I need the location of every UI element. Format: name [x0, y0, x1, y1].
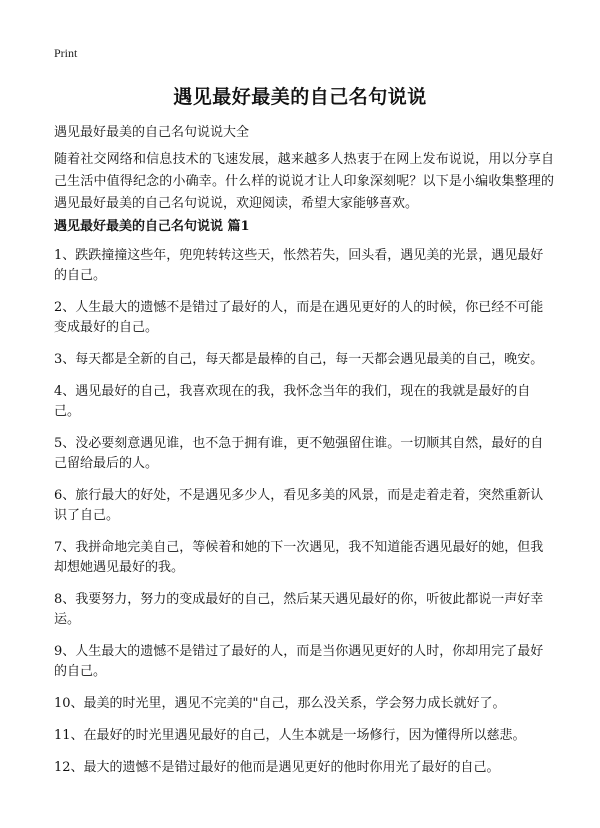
list-item: 8、我要努力，努力的变成最好的自己，然后某天遇见最好的你，听彼此都说一声好幸运。 [54, 592, 544, 627]
print-link[interactable]: Print [54, 46, 78, 60]
quote-list [54, 246, 554, 790]
list-item: 11、在最好的时光里遇见最好的自己，人生本就是一场修行，因为懂得所以慈悲。 [54, 728, 526, 743]
list-item: 4、遇见最好的自己，我喜欢现在的我，我怀念当年的我们，现在的我就是最好的自己。 [54, 384, 531, 419]
list-item: 2、人生最大的遗憾不是错过了最好的人，而是在遇见更好的人的时候，你已经不可能变成最好的自己。 [54, 300, 544, 335]
page-title: 遇见最好最美的自己名句说说 [173, 86, 427, 108]
subtitle: 遇见最好最美的自己名句说说大全 [54, 125, 250, 140]
intro-paragraph: 随着社交网络和信息技术的飞速发展，越来越多人热衷于在网上发布说说，用以分享自己生活中值得纪念的小确幸。什么样的说说才让人印象深刻呢？以下是小编收集整理的遇见最好最美的自己名句说说，欢迎阅读，希望大家能够喜欢。 [54, 152, 554, 211]
list-item: 6、旅行最大的好处，不是遇见多少人，看见多美的风景，而是走着走着，突然重新认识了自己。 [54, 488, 544, 523]
section-heading: 遇见最好最美的自己名句说说 篇1 [54, 219, 250, 234]
list-item: 1、跌跌撞撞这些年，兜兜转转这些天，怅然若失，回头看，遇见美的光景，遇见最好的自己。 [54, 248, 544, 283]
list-item: 12、最大的遗憾不是错过最好的他而是遇见更好的他时你用光了最好的自己。 [54, 760, 500, 775]
list-item: 7、我拼命地完美自己，等候着和她的下一次遇见，我不知道能否遇见最好的她，但我却想她遇见最好的我。 [54, 540, 544, 575]
list-item: 5、没必要刻意遇见谁，也不急于拥有谁，更不勉强留住谁。一切顺其自然，最好的自己留给最后的人。 [54, 436, 544, 471]
list-item: 10、最美的时光里，遇见不完美的"自己，那么没关系，学会努力成长就好了。 [54, 696, 506, 711]
list-item: 3、每天都是全新的自己，每天都是最棒的自己，每一天都会遇见最美的自己，晚安。 [54, 352, 544, 367]
list-item: 9、人生最大的遗憾不是错过了最好的人，而是当你遇见更好的人时，你却用完了最好的自己。 [54, 644, 544, 679]
